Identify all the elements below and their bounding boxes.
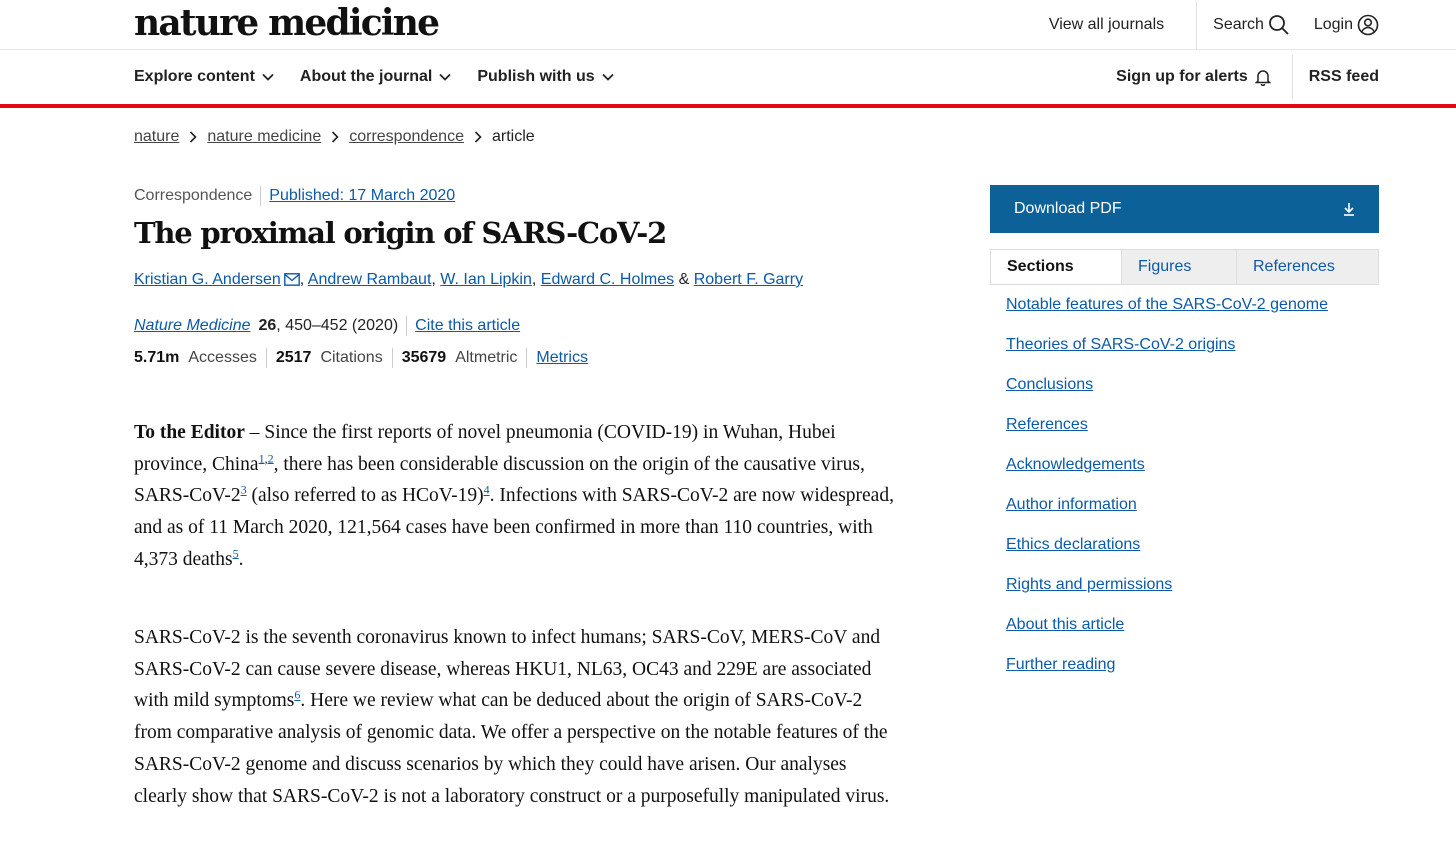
author-link[interactable]: Kristian G. Andersen <box>134 271 281 288</box>
paragraph-text: . Infections with SARS-CoV-2 are now widespread, and as of 11 March 2020, 121,564 cases have been confirmed in more than 110 countries, with 4,373 deaths <box>134 485 894 570</box>
rss-feed-link[interactable]: RSS feed <box>1308 68 1379 85</box>
explore-content-menu[interactable] <box>134 68 274 86</box>
tab-sections[interactable]: Sections <box>991 250 1121 284</box>
citations-label: Citations <box>320 349 383 366</box>
paragraph-text: – Since the first reports of novel pneumonia (COVID-19) in Wuhan, Hubei province, China <box>134 422 836 475</box>
metrics-link[interactable]: Metrics <box>536 349 588 366</box>
search-icon <box>1268 14 1290 36</box>
main-nav <box>0 50 1456 104</box>
author-link[interactable]: Andrew Rambaut <box>307 271 432 288</box>
article-header <box>134 184 894 369</box>
section-link[interactable]: Rights and permissions <box>1006 576 1173 593</box>
list-item <box>1006 576 1379 616</box>
list-item <box>1006 296 1379 336</box>
section-link[interactable]: About this article <box>1006 616 1125 633</box>
bell-icon <box>1254 68 1272 86</box>
author-list: Kristian G. Andersen , Andrew Rambaut, W. Ian Lipkin, Edward C. Holmes & Robert F. Garry <box>134 269 894 293</box>
publish-label: Publish with us <box>477 68 595 85</box>
author-link[interactable]: Edward C. Holmes <box>540 271 675 288</box>
divider <box>392 348 393 368</box>
section-link[interactable]: Further reading <box>1006 656 1116 673</box>
chevron-down-icon <box>439 73 451 81</box>
reference-link[interactable]: 6 <box>294 687 301 702</box>
divider <box>526 348 527 368</box>
divider <box>260 186 261 206</box>
paragraph-text: SARS-CoV-2 is the seventh coronavirus known to infect humans; SARS-CoV, MERS-CoV and SARS-CoV-2 can cause severe disease, whereas HKU1, NL63, OC43 and 229E are associated with mild symptoms <box>134 627 881 712</box>
article-type: Correspondence <box>134 187 253 204</box>
list-item <box>1006 456 1379 496</box>
breadcrumb-nature-medicine[interactable]: nature medicine <box>207 128 322 145</box>
download-pdf-label: Download PDF <box>1014 200 1122 217</box>
list-item <box>1006 656 1379 696</box>
search-label: Search <box>1213 16 1264 33</box>
about-journal-menu[interactable] <box>300 68 451 86</box>
about-journal-label: About the journal <box>299 68 433 85</box>
header-utilities <box>1049 0 1379 50</box>
citations-count: 2517 <box>275 349 312 366</box>
login-label: Login <box>1313 16 1353 33</box>
chevron-right-icon <box>189 131 197 143</box>
accent-rule <box>0 104 1456 108</box>
list-item <box>1006 416 1379 456</box>
divider <box>266 348 267 368</box>
accesses-count: 5.71m <box>134 349 180 366</box>
explore-content-label: Explore content <box>134 68 255 85</box>
section-link[interactable]: Acknowledgements <box>1006 456 1145 473</box>
body-paragraph <box>134 417 894 576</box>
altmetric-label: Altmetric <box>455 349 518 366</box>
user-icon <box>1357 14 1379 36</box>
login-button[interactable] <box>1314 14 1379 36</box>
section-list <box>990 296 1379 696</box>
author-link[interactable]: Robert F. Garry <box>693 271 804 288</box>
section-link[interactable]: Author information <box>1006 496 1137 513</box>
download-pdf-button[interactable] <box>990 185 1379 233</box>
alerts-link[interactable] <box>1116 68 1272 86</box>
accesses-label: Accesses <box>188 349 257 366</box>
section-link[interactable]: References <box>1006 416 1088 433</box>
article-sidebar <box>990 185 1379 696</box>
chevron-right-icon <box>331 131 339 143</box>
metrics-summary <box>134 347 894 369</box>
tab-figures[interactable]: Figures <box>1121 250 1236 284</box>
paragraph-text: , there has been considerable discussion on the origin of the causative virus, SARS-CoV-2 <box>134 453 865 507</box>
list-item <box>1006 376 1379 416</box>
top-header <box>0 0 1456 50</box>
reference-marker: 1,2 <box>258 451 274 466</box>
divider <box>406 316 407 336</box>
cite-article-link[interactable]: Cite this article <box>415 317 521 334</box>
paragraph-text: . <box>238 548 244 570</box>
chevron-down-icon <box>602 73 614 81</box>
divider <box>1196 1 1197 49</box>
volume: 26 <box>258 317 277 334</box>
section-link[interactable]: Theories of SARS-CoV-2 origins <box>1006 336 1236 353</box>
article-title: The proximal origin of SARS-CoV-2 <box>134 216 667 250</box>
breadcrumb <box>134 128 535 146</box>
search-button[interactable] <box>1213 14 1290 36</box>
list-item <box>1006 616 1379 656</box>
reference-link[interactable]: 5 <box>232 546 239 561</box>
altmetric-score: 35679 <box>401 349 447 366</box>
nav-menus <box>134 50 614 104</box>
publish-menu[interactable] <box>477 68 613 86</box>
divider <box>1292 55 1293 99</box>
section-link[interactable]: Conclusions <box>1006 376 1094 393</box>
alerts-label: Sign up for alerts <box>1116 68 1248 85</box>
lead-in: To the Editor <box>134 422 245 443</box>
mail-icon[interactable] <box>284 271 300 293</box>
breadcrumb-current: article <box>491 128 535 145</box>
journal-logo[interactable]: nature medicine <box>134 2 439 44</box>
chevron-down-icon <box>262 73 274 81</box>
sidebar-tabs <box>990 249 1379 285</box>
paragraph-text: . Here we review what can be deduced about the origin of SARS-CoV-2 from comparative analysis of genomic data. We offer a perspective on the notable features of the SARS-CoV-2 genome and discuss scenarios by which they could have arisen. Our analyses clearly show that SARS-CoV-2 is not a laboratory construct or a purposefully manipulated virus. <box>134 690 890 807</box>
view-all-journals-link[interactable]: View all journals <box>1048 16 1165 33</box>
body-paragraph <box>134 622 894 812</box>
tab-references[interactable]: References <box>1236 250 1378 284</box>
list-item <box>1006 496 1379 536</box>
reference-link[interactable]: 2 <box>267 451 274 466</box>
article-meta <box>134 184 894 208</box>
breadcrumb-correspondence[interactable]: correspondence <box>349 128 464 145</box>
section-link[interactable]: Ethics declarations <box>1006 536 1141 553</box>
citation-line <box>134 315 894 337</box>
reference-link[interactable]: 1 <box>258 451 265 466</box>
author-link[interactable]: W. Ian Lipkin <box>440 271 532 288</box>
reference-link[interactable]: 4 <box>483 482 490 497</box>
list-item <box>1006 336 1379 376</box>
nav-actions <box>1116 50 1379 104</box>
section-link[interactable]: Notable features of the SARS-CoV-2 genome <box>1006 296 1328 313</box>
chevron-right-icon <box>474 131 482 143</box>
journal-link[interactable]: Nature Medicine <box>134 317 251 334</box>
pages-year: , 450–452 (2020) <box>276 317 399 334</box>
list-item <box>1006 536 1379 576</box>
reference-link[interactable]: 3 <box>240 482 247 497</box>
published-date-link[interactable]: Published: 17 March 2020 <box>269 187 456 204</box>
download-icon <box>1343 202 1355 216</box>
breadcrumb-nature[interactable]: nature <box>134 128 180 145</box>
paragraph-text: (also referred to as HCoV-19) <box>246 485 484 507</box>
